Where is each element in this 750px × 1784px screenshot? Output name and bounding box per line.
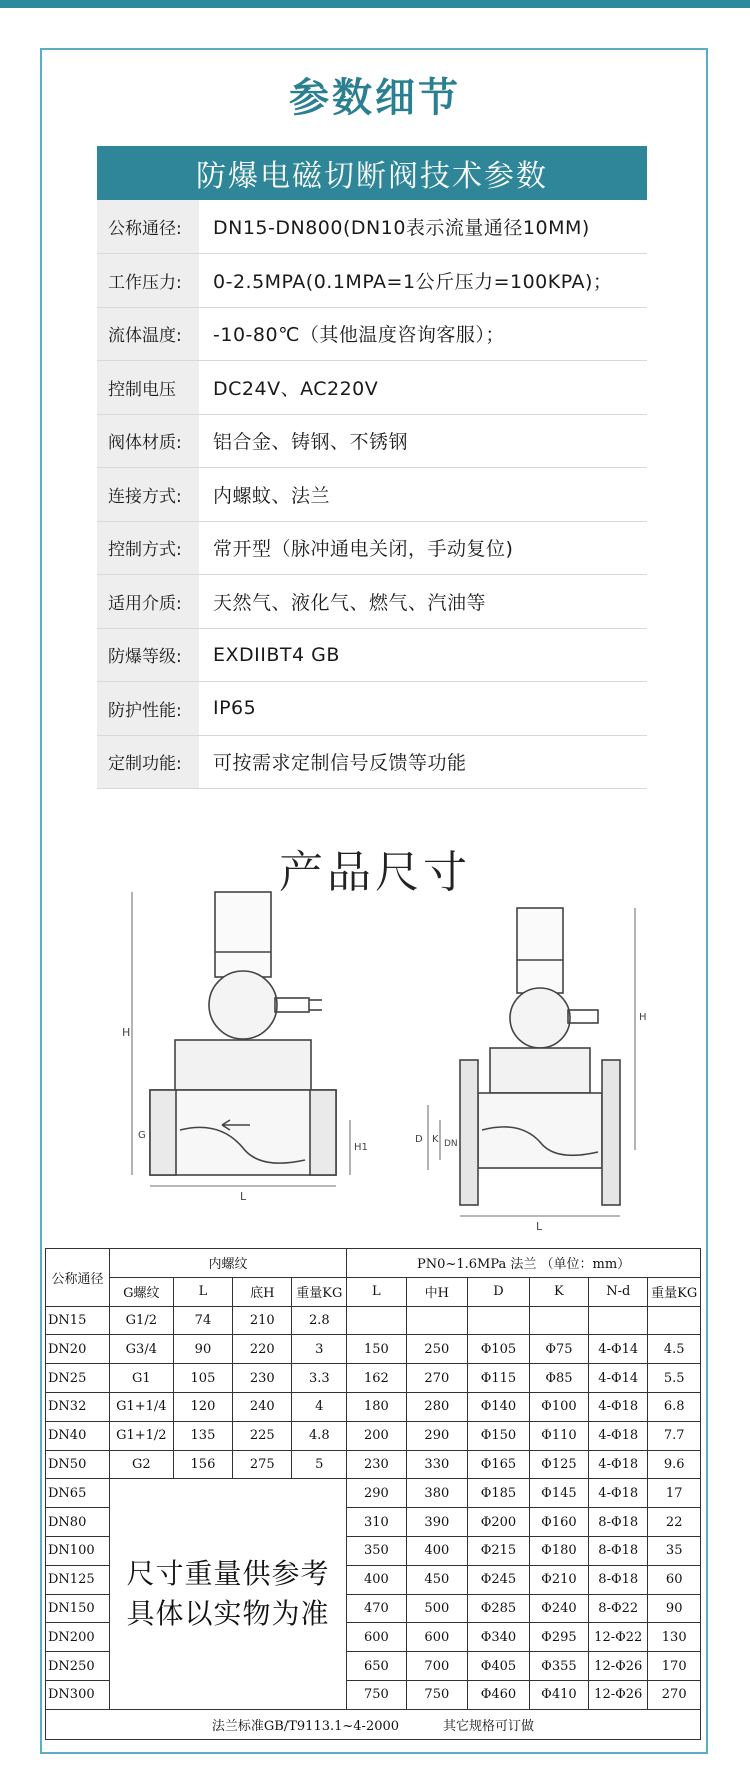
spec-key: 工作压力: <box>97 254 199 308</box>
cell-fw: 6.8 <box>648 1392 701 1421</box>
cell-fh <box>406 1306 468 1335</box>
dim-label-dn: DN <box>444 1139 458 1149</box>
dimension-table <box>45 1248 701 1740</box>
spec-row <box>97 468 647 522</box>
cell-fh: 290 <box>406 1421 468 1450</box>
spec-header: 防爆电磁切断阀技术参数 <box>97 146 647 200</box>
cell-l: 90 <box>173 1335 232 1364</box>
cell-nd: 4-Φ18 <box>589 1450 648 1479</box>
spec-row <box>97 735 647 789</box>
cell-h: 225 <box>233 1421 292 1450</box>
cell-k: Φ295 <box>529 1623 588 1652</box>
dim-label-l-flange: L <box>536 1220 543 1233</box>
cell-dn: DN20 <box>46 1335 110 1364</box>
cell-nd: 12-Φ26 <box>589 1680 648 1709</box>
col-fl: L <box>347 1277 406 1306</box>
flange-left <box>460 1060 478 1205</box>
cell-k: Φ110 <box>529 1421 588 1450</box>
cell-d: Φ405 <box>468 1652 530 1681</box>
cell-nd: 4-Φ18 <box>589 1421 648 1450</box>
cell-dn: DN40 <box>46 1421 110 1450</box>
dim-label-d: D <box>415 1134 423 1145</box>
cell-fh: 700 <box>406 1652 468 1681</box>
valve-body-top <box>175 1040 311 1090</box>
reference-note <box>109 1479 346 1709</box>
spec-table <box>97 200 647 789</box>
cell-dn: DN32 <box>46 1392 110 1421</box>
head-flange: PN0~1.6MPa 法兰 （单位：mm） <box>347 1249 701 1278</box>
spec-value: DC24V、AC220V <box>199 361 647 415</box>
table-row <box>46 1392 701 1421</box>
cell-g: G1+1/2 <box>109 1421 173 1450</box>
flange-right <box>602 1060 620 1205</box>
table-row <box>46 1421 701 1450</box>
cell-fl: 750 <box>347 1680 406 1709</box>
cell-weight: 5 <box>292 1450 347 1479</box>
table-row <box>46 1335 701 1364</box>
table-row <box>46 1364 701 1393</box>
cell-weight: 3.3 <box>292 1364 347 1393</box>
cell-fh: 500 <box>406 1594 468 1623</box>
cell-l: 135 <box>173 1421 232 1450</box>
spec-key: 定制功能: <box>97 735 199 789</box>
spec-key: 流体温度: <box>97 307 199 361</box>
cell-fw: 35 <box>648 1536 701 1565</box>
cell-fl: 400 <box>347 1565 406 1594</box>
cell-fw: 22 <box>648 1508 701 1537</box>
cell-k: Φ410 <box>529 1680 588 1709</box>
cell-d: Φ105 <box>468 1335 530 1364</box>
cell-weight: 2.8 <box>292 1306 347 1335</box>
cell-d: Φ140 <box>468 1392 530 1421</box>
cell-fl: 650 <box>347 1652 406 1681</box>
dim-label-h: H <box>122 1026 131 1039</box>
cell-h: 230 <box>233 1364 292 1393</box>
cell-nd: 8-Φ18 <box>589 1536 648 1565</box>
cell-fw: 7.7 <box>648 1421 701 1450</box>
cell-k: Φ240 <box>529 1594 588 1623</box>
spec-key: 适用介质: <box>97 575 199 629</box>
cell-k: Φ210 <box>529 1565 588 1594</box>
cell-fw: 17 <box>648 1479 701 1508</box>
cell-fl: 290 <box>347 1479 406 1508</box>
spec-row <box>97 200 647 254</box>
table-row <box>46 1306 701 1335</box>
spec-row <box>97 414 647 468</box>
spec-key: 控制电压 <box>97 361 199 415</box>
cell-h: 220 <box>233 1335 292 1364</box>
table-row <box>46 1479 701 1508</box>
cell-fw: 170 <box>648 1652 701 1681</box>
cell-fh: 750 <box>406 1680 468 1709</box>
cell-l: 105 <box>173 1364 232 1393</box>
cell-g: G1+1/4 <box>109 1392 173 1421</box>
cell-nd <box>589 1306 648 1335</box>
col-h: 底H <box>233 1277 292 1306</box>
spec-value: 铝合金、铸钢、不锈钢 <box>199 414 647 468</box>
spec-row <box>97 361 647 415</box>
threaded-valve-drawing <box>132 892 350 1186</box>
col-k: K <box>529 1277 588 1306</box>
dim-label-g: G <box>138 1130 146 1141</box>
table-head-row-2 <box>46 1277 701 1306</box>
cell-fh: 330 <box>406 1450 468 1479</box>
footer-standard: 法兰标准GB/T9113.1~4-2000 <box>211 1718 400 1734</box>
spec-key: 防护性能: <box>97 682 199 736</box>
dim-label-l: L <box>240 1190 247 1203</box>
cell-g: G2 <box>109 1450 173 1479</box>
cell-d: Φ150 <box>468 1421 530 1450</box>
spec-key: 阀体材质: <box>97 414 199 468</box>
cell-dn: DN65 <box>46 1479 110 1508</box>
cell-fw: 4.5 <box>648 1335 701 1364</box>
cell-l: 74 <box>173 1306 232 1335</box>
cell-fl <box>347 1306 406 1335</box>
cell-h: 210 <box>233 1306 292 1335</box>
cell-l: 120 <box>173 1392 232 1421</box>
spec-row <box>97 682 647 736</box>
spec-value: EXDIIBT4 GB <box>199 628 647 682</box>
dimensions-title: 产品尺寸 <box>279 847 471 898</box>
cell-fh: 250 <box>406 1335 468 1364</box>
cell-fw <box>648 1306 701 1335</box>
table-row <box>46 1450 701 1479</box>
col-d: D <box>468 1277 530 1306</box>
head-thread: 内螺纹 <box>109 1249 346 1278</box>
table-footer <box>46 1709 701 1739</box>
cell-dn: DN15 <box>46 1306 110 1335</box>
cell-nd: 12-Φ22 <box>589 1623 648 1652</box>
footer-custom: 其它规格可订做 <box>443 1718 535 1734</box>
cell-d: Φ200 <box>468 1508 530 1537</box>
spec-row <box>97 628 647 682</box>
cell-fl: 310 <box>347 1508 406 1537</box>
cell-weight: 4 <box>292 1392 347 1421</box>
dim-label-h-flange: H <box>639 1012 647 1023</box>
cell-g: G3/4 <box>109 1335 173 1364</box>
cell-dn: DN300 <box>46 1680 110 1709</box>
cell-k: Φ145 <box>529 1479 588 1508</box>
cell-d: Φ185 <box>468 1479 530 1508</box>
col-nd: N-d <box>589 1277 648 1306</box>
cell-dn: DN80 <box>46 1508 110 1537</box>
flanged-valve-drawing <box>428 908 635 1216</box>
cell-dn: DN50 <box>46 1450 110 1479</box>
coil-housing <box>215 892 271 977</box>
spec-key: 防爆等级: <box>97 628 199 682</box>
spec-value: IP65 <box>199 682 647 736</box>
cell-fw: 5.5 <box>648 1364 701 1393</box>
cell-fw: 60 <box>648 1565 701 1594</box>
cell-fh: 400 <box>406 1536 468 1565</box>
cell-fh: 280 <box>406 1392 468 1421</box>
cell-dn: DN25 <box>46 1364 110 1393</box>
spec-key: 连接方式: <box>97 468 199 522</box>
table-head-row-1 <box>46 1249 701 1278</box>
cell-g: G1 <box>109 1364 173 1393</box>
bonnet-circle <box>209 971 277 1039</box>
cell-fh: 450 <box>406 1565 468 1594</box>
cell-d: Φ215 <box>468 1536 530 1565</box>
spec-row <box>97 575 647 629</box>
note-line-2: 具体以实物为准 <box>126 1597 330 1631</box>
footer-cell <box>46 1709 701 1739</box>
cell-d: Φ285 <box>468 1594 530 1623</box>
cell-fw: 90 <box>648 1594 701 1623</box>
note-line-1: 尺寸重量供参考 <box>126 1557 330 1591</box>
cell-d: Φ115 <box>468 1364 530 1393</box>
col-weight: 重量KG <box>292 1277 347 1306</box>
col-fh: 中H <box>406 1277 468 1306</box>
col-fw: 重量KG <box>648 1277 701 1306</box>
cell-k: Φ355 <box>529 1652 588 1681</box>
spec-value: 天然气、液化气、燃气、汽油等 <box>199 575 647 629</box>
cell-fl: 350 <box>347 1536 406 1565</box>
spec-value: 常开型（脉冲通电关闭，手动复位) <box>199 521 647 575</box>
cell-weight: 3 <box>292 1335 347 1364</box>
dim-label-k: K <box>432 1134 439 1145</box>
cell-d: Φ460 <box>468 1680 530 1709</box>
cell-fw: 9.6 <box>648 1450 701 1479</box>
cell-dn: DN150 <box>46 1594 110 1623</box>
spec-value: 内螺蚊、法兰 <box>199 468 647 522</box>
cell-h: 240 <box>233 1392 292 1421</box>
dim-label-h1: H1 <box>354 1142 368 1153</box>
cell-fh: 380 <box>406 1479 468 1508</box>
cell-k: Φ125 <box>529 1450 588 1479</box>
cell-dn: DN100 <box>46 1536 110 1565</box>
top-accent-bar <box>0 0 750 8</box>
spec-value: DN15-DN800(DN10表示流量通径10MM) <box>199 200 647 254</box>
cell-fw: 130 <box>648 1623 701 1652</box>
cell-fh: 270 <box>406 1364 468 1393</box>
cell-k: Φ180 <box>529 1536 588 1565</box>
cell-dn: DN200 <box>46 1623 110 1652</box>
cell-k <box>529 1306 588 1335</box>
spec-value: 可按需求定制信号反馈等功能 <box>199 735 647 789</box>
valve-drawing <box>110 880 710 1240</box>
cell-nd: 4-Φ18 <box>589 1392 648 1421</box>
cell-fl: 162 <box>347 1364 406 1393</box>
cell-weight: 4.8 <box>292 1421 347 1450</box>
cell-fh: 390 <box>406 1508 468 1537</box>
cell-dn: DN125 <box>46 1565 110 1594</box>
spec-section <box>97 146 647 789</box>
cell-fl: 200 <box>347 1421 406 1450</box>
spec-row <box>97 521 647 575</box>
cell-d: Φ165 <box>468 1450 530 1479</box>
cell-dn: DN250 <box>46 1652 110 1681</box>
spec-key: 控制方式: <box>97 521 199 575</box>
spec-value: -10-80℃（其他温度咨询客服）； <box>199 307 647 361</box>
cell-nd: 12-Φ26 <box>589 1652 648 1681</box>
cell-fl: 470 <box>347 1594 406 1623</box>
page-title: 参数细节 <box>289 75 461 121</box>
cell-k: Φ85 <box>529 1364 588 1393</box>
cell-nd: 8-Φ18 <box>589 1508 648 1537</box>
cell-fl: 600 <box>347 1623 406 1652</box>
spec-row <box>97 254 647 308</box>
cell-h: 275 <box>233 1450 292 1479</box>
cell-k: Φ100 <box>529 1392 588 1421</box>
cell-d <box>468 1306 530 1335</box>
cable-gland <box>275 998 309 1012</box>
cell-k: Φ75 <box>529 1335 588 1364</box>
spec-key: 公称通径: <box>97 200 199 254</box>
cell-nd: 4-Φ14 <box>589 1364 648 1393</box>
cell-fh: 600 <box>406 1623 468 1652</box>
head-dn: 公称通径 <box>46 1249 110 1307</box>
coil-housing-2 <box>517 908 563 993</box>
cell-d: Φ340 <box>468 1623 530 1652</box>
cell-g: G1/2 <box>109 1306 173 1335</box>
col-g: G螺纹 <box>109 1277 173 1306</box>
cell-nd: 4-Φ14 <box>589 1335 648 1364</box>
spec-value: 0-2.5MPA(0.1MPA=1公斤压力=100KPA)； <box>199 254 647 308</box>
cell-fl: 230 <box>347 1450 406 1479</box>
cell-nd: 8-Φ22 <box>589 1594 648 1623</box>
cell-k: Φ160 <box>529 1508 588 1537</box>
spec-row <box>97 307 647 361</box>
cell-nd: 4-Φ18 <box>589 1479 648 1508</box>
cell-fl: 150 <box>347 1335 406 1364</box>
valve-body <box>150 1090 336 1175</box>
cell-nd: 8-Φ18 <box>589 1565 648 1594</box>
col-l: L <box>173 1277 232 1306</box>
cell-l: 156 <box>173 1450 232 1479</box>
cell-fw: 270 <box>648 1680 701 1709</box>
cell-d: Φ245 <box>468 1565 530 1594</box>
cell-fl: 180 <box>347 1392 406 1421</box>
